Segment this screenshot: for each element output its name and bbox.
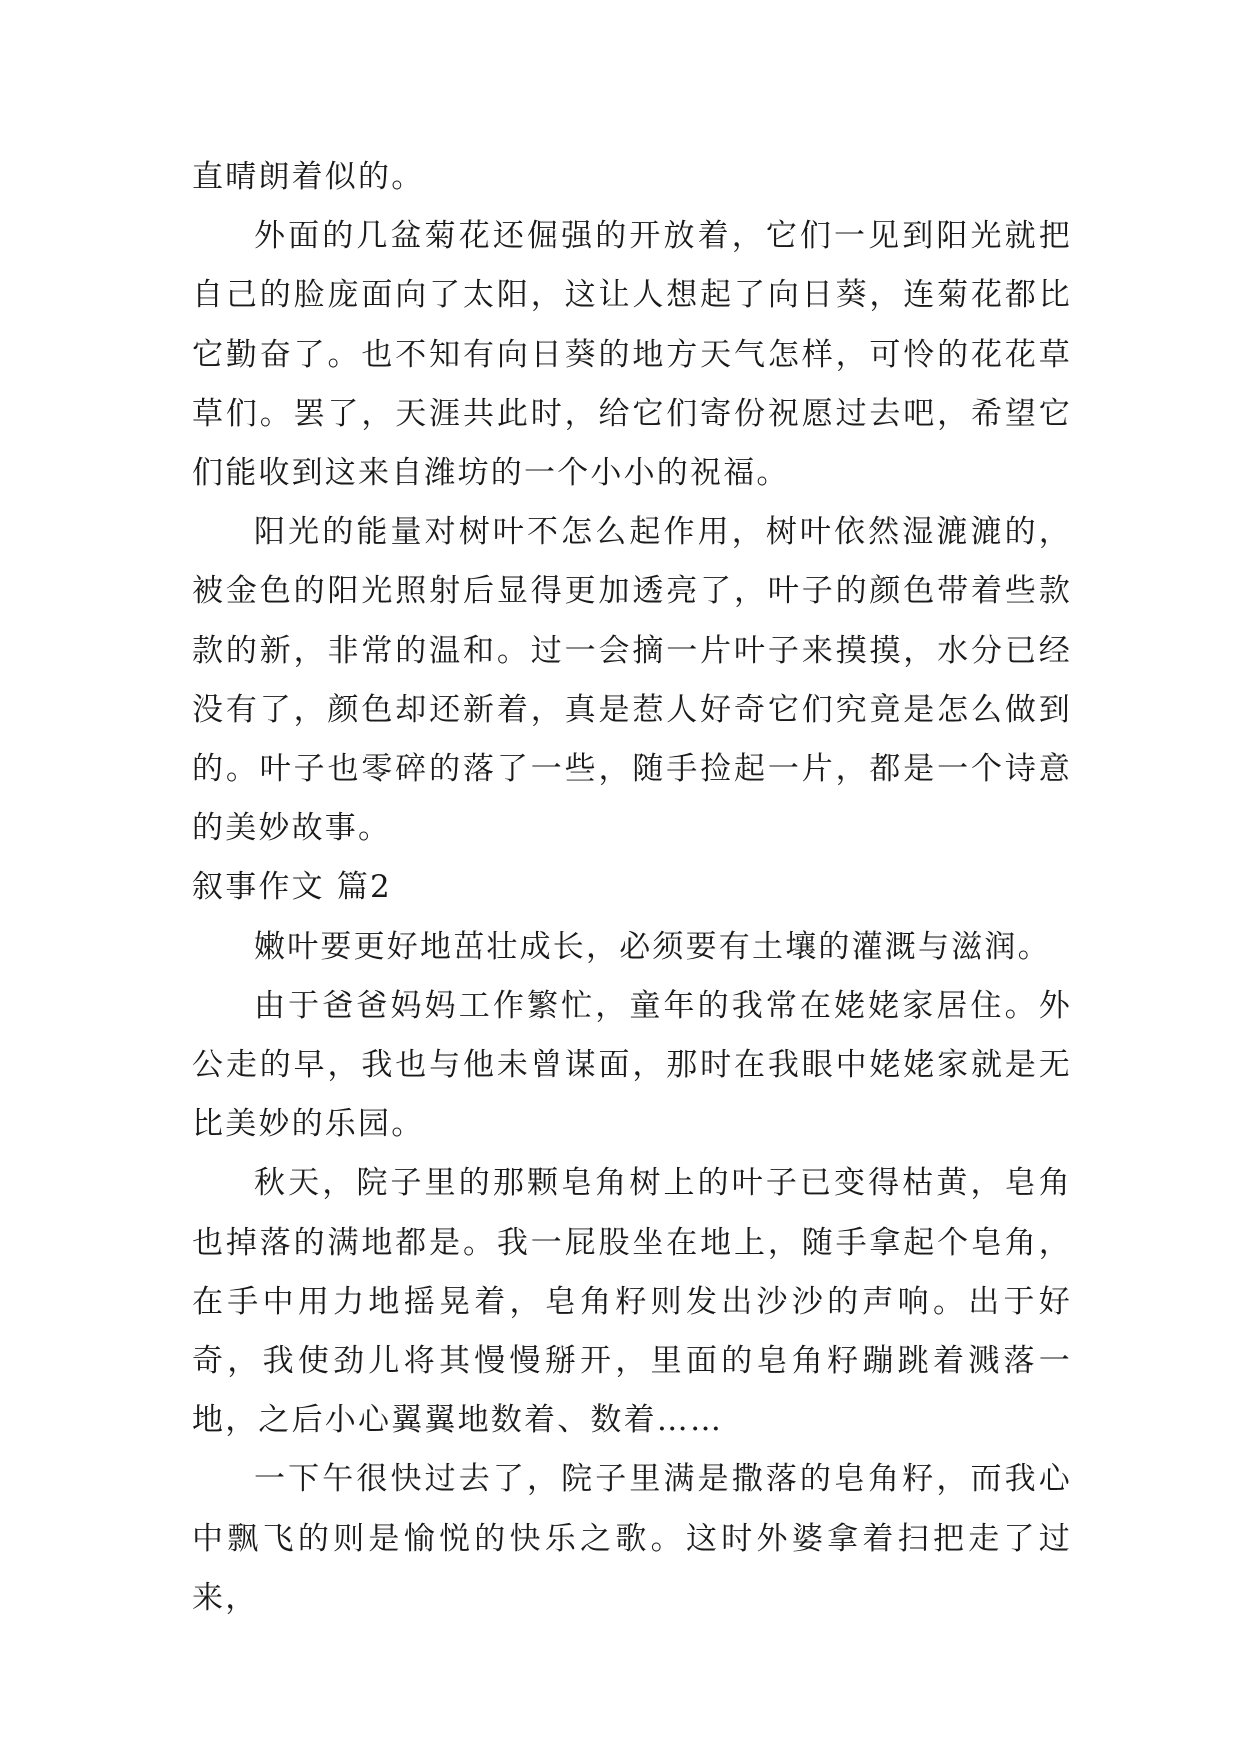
paragraph-tender-leaves: 嫩叶要更好地茁壮成长，必须要有土壤的灌溉与滋润。 bbox=[254, 928, 1051, 965]
paragraph-autumn: 秋天，院子里的那颗皂角树上的叶子已变得枯黄，皂角也掉落的满地都是。我一屁股坐在地上，随手拿起个皂角，在手中用力地摇晃着，皂角籽则发出沙沙的声响。出于好奇，我使劲儿将其慢慢掰开，里面的皂角籽蹦跳着溅落一地，之后小心翼翼地数着、数着…… bbox=[192, 1165, 1072, 1439]
paragraph-chrysanthemums: 外面的几盆菊花还倔强的开放着，它们一见到阳光就把自己的脸庞面向了太阳，这让人想起了向日葵，连菊花都比它勤奋了。也不知有向日葵的地方天气怎样，可怜的花花草草们。罢了，天涯共此时，给它们寄份祝愿过去吧，希望它们能收到这来自潍坊的一个小小的祝福。 bbox=[192, 218, 1072, 492]
paragraph-leaves: 阳光的能量对树叶不怎么起作用，树叶依然湿漉漉的，被金色的阳光照射后显得更加透亮了，叶子的颜色带着些款款的新，非常的温和。过一会摘一片叶子来摸摸，水分已经没有了，颜色却还新着，真是惹人好奇它们究竟是怎么做到的。叶子也零碎的落了一些，随手捡起一片，都是一个诗意的美妙故事。 bbox=[192, 514, 1072, 847]
section-heading: 叙事作文 篇2 bbox=[192, 869, 392, 906]
paragraph-childhood: 由于爸爸妈妈工作繁忙，童年的我常在姥姥家居住。外公走的早，我也与他未曾谋面，那时在我眼中姥姥家就是无比美妙的乐园。 bbox=[192, 987, 1072, 1143]
continuation-paragraph: 直晴朗着似的。 bbox=[192, 159, 425, 195]
paragraph-afternoon: 一下午很快过去了，院子里满是撒落的皂角籽，而我心中飘飞的则是愉悦的快乐之歌。这时外婆拿着扫把走了过来， bbox=[192, 1461, 1072, 1616]
document-page bbox=[192, 148, 1072, 1628]
